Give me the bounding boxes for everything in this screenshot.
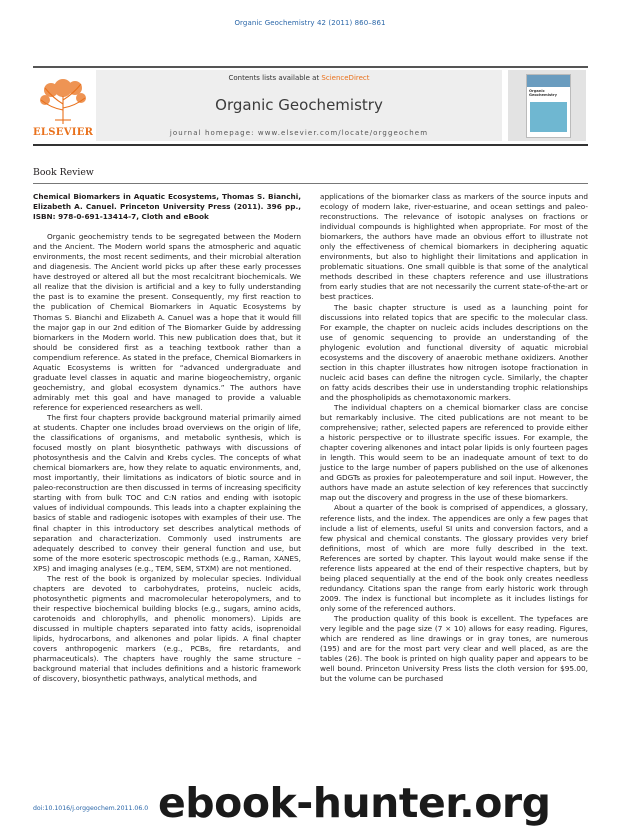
left-paragraph-2: The first four chapters provide background material primarily aimed at students. Chapter one includes broad overviews on the origin of life, the classifications of organisms, and metabolic synthesis, which is focused mostly on plant biosynthetic pathways with discussions of photosynthesis and the Calvin and Krebs cycles. The concepts of what chemical biomarkers are, how they relate to aquatic environments, and, most importantly, their limitations as indicators of biotic source and in paleo-reconstruction are then discussed in terms of increasing specificity starting with from bulk TOC and C:N ratios and ending with isotopic values of individual compounds. This leads into a chapter explaining the basics of stable and radiogenic isotopes with examples of their use. The final chapter in this introductory set describes analytical methods of separation and characterization. Commonly used instruments are adequately described to convey their general function and use, but some of the more esoteric spectroscopic methods (e.g., Raman, XANES, XPS) and imaging analyses (e.g., TEM, SEM, STXM) are not mentioned. — [33, 412, 301, 573]
section-rule — [33, 183, 588, 184]
cover-band — [527, 75, 570, 87]
journal-title: Organic Geochemistry — [215, 96, 383, 114]
header-top-rule — [33, 66, 588, 68]
right-paragraph-3: The individual chapters on a chemical biomarker class are concise but remarkably inclusive. The cited publications are not meant to be comprehensive; rather, selected papers are referenced to provide either a historic perspective or to illustrate specific issues. For example, the chapter covering alkenones and intact polar lipids is only fourteen pages in length. This would seem to be an inadequate amount of text to do justice to the large number of papers published on the use of alkenones and GDGTs as proxies for paleotemperature and soil input. However, the authors have made an astute selection of key references that succinctly map out the discovery and progress in the use of these biomarkers. — [320, 402, 588, 503]
sciencedirect-link[interactable]: ScienceDirect — [321, 74, 370, 82]
right-paragraph-4: About a quarter of the book is comprised of appendices, a glossary, reference lists, and the index. The appendices are only a few pages that include a list of elements, useful SI units and conversion factors, and a few physical and chemical constants. The glossary provides very brief definitions, most of which are more fully described in the text. References are sorted by chapter. This layout would make sense if the reference lists appeared at the end of their respective chapters, but by being placed sequentially at the end of the book only creates needless redundancy. Citations span the range from early historic work through 2009. The index is functional but incomplete as it includes listings for only some of the referenced authors. — [320, 503, 588, 613]
right-column — [320, 192, 588, 684]
review-title: Chemical Biomarkers in Aquatic Ecosystems, Thomas S. Bianchi, Elizabeth A. Canuel. Princeton University Press (2011). 396 pp., ISBN: 978-0-691-13414-7, Cloth and eBook — [33, 192, 301, 222]
journal-citation[interactable]: Organic Geochemistry 42 (2011) 860–861 — [234, 19, 386, 27]
cover-thumbnail — [526, 74, 571, 138]
doi-link[interactable]: doi:10.1016/j.orggeochem.2011.06.0 — [33, 805, 149, 812]
right-paragraph-5: The production quality of this book is excellent. The typefaces are very legible and the page size (7 × 10) allows for easy reading. Figures, which are rendered as line drawings or in gray tones, are numerous (195) and are for the most part very clear and well placed, as are the tables (26). The book is printed on high quality paper and appears to be well bound. Princeton University Press lists the cloth version for $95.00, but the volume can be purchased — [320, 613, 588, 684]
journal-homepage[interactable]: journal homepage: www.elsevier.com/locate/orggeochem — [169, 129, 429, 137]
header-bottom-rule — [33, 144, 588, 146]
watermark-text: ebook-hunter.org — [158, 779, 551, 827]
right-paragraph-2: The basic chapter structure is used as a launching point for discussions into related topics that are specific to the molecular class. For example, the chapter on nucleic acids includes descriptions on the use of genomic sequencing to provide an understanding of the phylogenic evolution and functional diversity of aquatic microbial ecosystems and the discovery of anaerobic methane oxidizers. Another section in this chapter illustrates how nitrogen isotope fractionation in nucleic acid bases can define the nitrogen cycle. Similarly, the chapter on fatty acids describes their use in understanding trophic relationships and the phospholipids as chemotaxonomic markers. — [320, 302, 588, 402]
left-column — [33, 192, 301, 684]
cover-title: Organic Geochemistry — [529, 89, 557, 97]
journal-cover — [508, 70, 586, 141]
contents-availability — [96, 74, 502, 82]
elsevier-tree-icon — [33, 70, 93, 126]
left-paragraph-1: Organic geochemistry tends to be segregated between the Modern and the Ancient. The Modern world spans the atmospheric and aquatic environments, the most recent sediments, and their microbial alteration and diagenesis. The Ancient world picks up after these early processes have destroyed or altered all but the most recalcitrant biochemicals. We all realize that the division is artificial and a key to fully understanding the past is to examine the present. Consequently, my first reaction to the publication of Chemical Biomarkers in Aquatic Ecosystems by Thomas S. Bianchi and Elizabeth A. Canuel was a hope that it would fill the major gap in our 2nd edition of The Biomarker Guide by addressing biomarkers in the Modern world. This new publication does that, but it should be considered first as a teaching textbook rather than a compendium reference. As stated in the preface, Chemical Biomarkers in Aquatic Ecosystems is written for “advanced undergraduate and graduate level classes in aquatic and marine biogeochemistry, organic geochemistry, and global ecosystem dynamics.” The authors have admirably met this goal and have managed to provide a valuable reference for experienced researchers as well. — [33, 232, 301, 412]
section-label: Book Review — [33, 167, 94, 178]
cover-image — [530, 102, 567, 132]
left-paragraph-3: The rest of the book is organized by molecular species. Individual chapters are devoted to carbohydrates, proteins, nucleic acids, photosynthetic pigments and macromolecular heteropolymers, and to their respective biochemical building blocks (e.g., sugars, amino acids, carotenoids and chlorophylls, and phenolic monomers). Lipids are discussed in multiple chapters separated into fatty acids, isoprenoidal lipids, hydrocarbons, and alkenones and polar lipids. A final chapter covers anthropogenic markers (e.g., PCBs, fire retardants, and pharmaceuticals). The chapters have roughly the same structure – background material that includes definitions and a historic framework of discovery, biosynthetic pathways, analytical methods, and — [33, 573, 301, 684]
contents-prefix: Contents lists available at — [228, 74, 322, 82]
elsevier-wordmark: ELSEVIER — [33, 127, 94, 138]
right-paragraph-1: applications of the biomarker class as markers of the source inputs and ecology of modern lake, river-estuarine, and ocean settings and paleo-reconstructions. The relevance of isotopic analyses on fractions or individual compounds is highlighted when appropriate. For most of the biomarkers, the authors have made an obvious effort to illustrate not only the effectiveness of chemical biomarkers in deciphering aquatic environments, but also to highlight their limitations and application in problematic situations. One small quibble is that some of the analytical methods described in these chapters reference and use illustrations from early studies that are not necessarily the current state-of-the-art or best practices. — [320, 192, 588, 302]
